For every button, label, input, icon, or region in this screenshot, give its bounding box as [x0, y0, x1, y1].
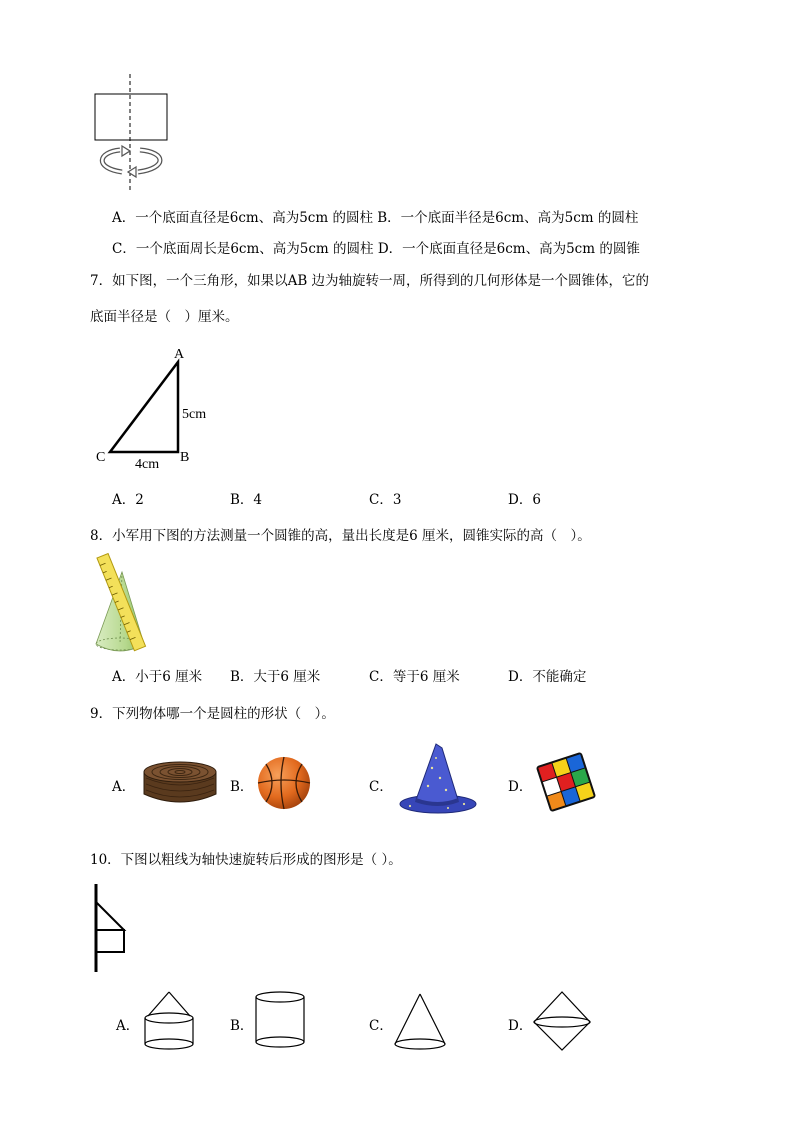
q9-stem: 9．下列物体哪一个是圆柱的形状（ ）。 [90, 706, 335, 722]
q6-options-line1: A．一个底面直径是6cm、高为5cm 的圆柱 B．一个底面半径是6cm、高为5cm 的圆柱 [112, 210, 639, 226]
wood-log-slice-image [140, 758, 220, 808]
rotation-arrow-icon [102, 146, 160, 177]
rubiks-cube-image [536, 752, 596, 812]
q10-stem: 10．下图以粗线为轴快速旋转后形成的图形是（ ）。 [90, 852, 402, 868]
q7-triangle-figure [92, 342, 232, 472]
q8-stem: 8．小军用下图的方法测量一个圆锥的高，量出长度是6 厘米，圆锥实际的高（ ）。 [90, 528, 591, 544]
q7-option-a: A．2 [112, 492, 144, 508]
q6-rotation-figure [92, 72, 172, 192]
cone-shape [392, 990, 452, 1052]
side-cb-length: 4cm [135, 457, 160, 472]
rectangle [95, 94, 167, 140]
q8-option-a: A．小于6 厘米 [112, 669, 203, 685]
rectangle-on-axis [96, 930, 124, 952]
wizard-hat-image [398, 742, 478, 816]
triangle-on-axis [96, 902, 124, 930]
basketball-image [256, 755, 312, 811]
q10-option-c-label: C． [369, 1018, 393, 1034]
right-triangle [110, 362, 178, 452]
q7-option-b: B．4 [230, 492, 263, 508]
side-ab-length: 5cm [182, 407, 207, 422]
q10-option-d-label: D． [508, 1018, 533, 1034]
q9-option-a-label: A． [112, 779, 136, 795]
q7-option-c: C．3 [369, 492, 402, 508]
double-cone-shape [530, 990, 596, 1056]
q10-option-b-label: B． [230, 1018, 254, 1034]
q7-option-d: D．6 [508, 492, 541, 508]
q10-option-a-label: A． [116, 1018, 140, 1034]
q8-option-b: B．大于6 厘米 [230, 669, 321, 685]
q6-options-line2: C．一个底面周长是6cm、高为5cm 的圆柱 D．一个底面直径是6cm、高为5cm 的圆锥 [112, 241, 640, 257]
q10-axis-figure [90, 880, 140, 980]
cone-on-cylinder-shape [142, 988, 202, 1054]
vertex-c-label: C [96, 450, 106, 465]
q7-stem-line1: 7．如下图，一个三角形，如果以AB 边为轴旋转一周，所得到的几何形体是一个圆锥体，它的 [90, 273, 650, 289]
q8-cone-ruler-figure [92, 554, 162, 659]
vertex-a-label: A [174, 347, 185, 362]
q8-option-d: D．不能确定 [508, 669, 587, 685]
q8-option-c: C．等于6 厘米 [369, 669, 460, 685]
q9-option-c-label: C． [369, 779, 393, 795]
q9-option-d-label: D． [508, 779, 533, 795]
vertex-b-label: B [180, 450, 190, 465]
q7-stem-line2: 底面半径是（ ）厘米。 [90, 309, 239, 325]
cylinder-shape [253, 990, 309, 1052]
q9-option-b-label: B． [230, 779, 254, 795]
